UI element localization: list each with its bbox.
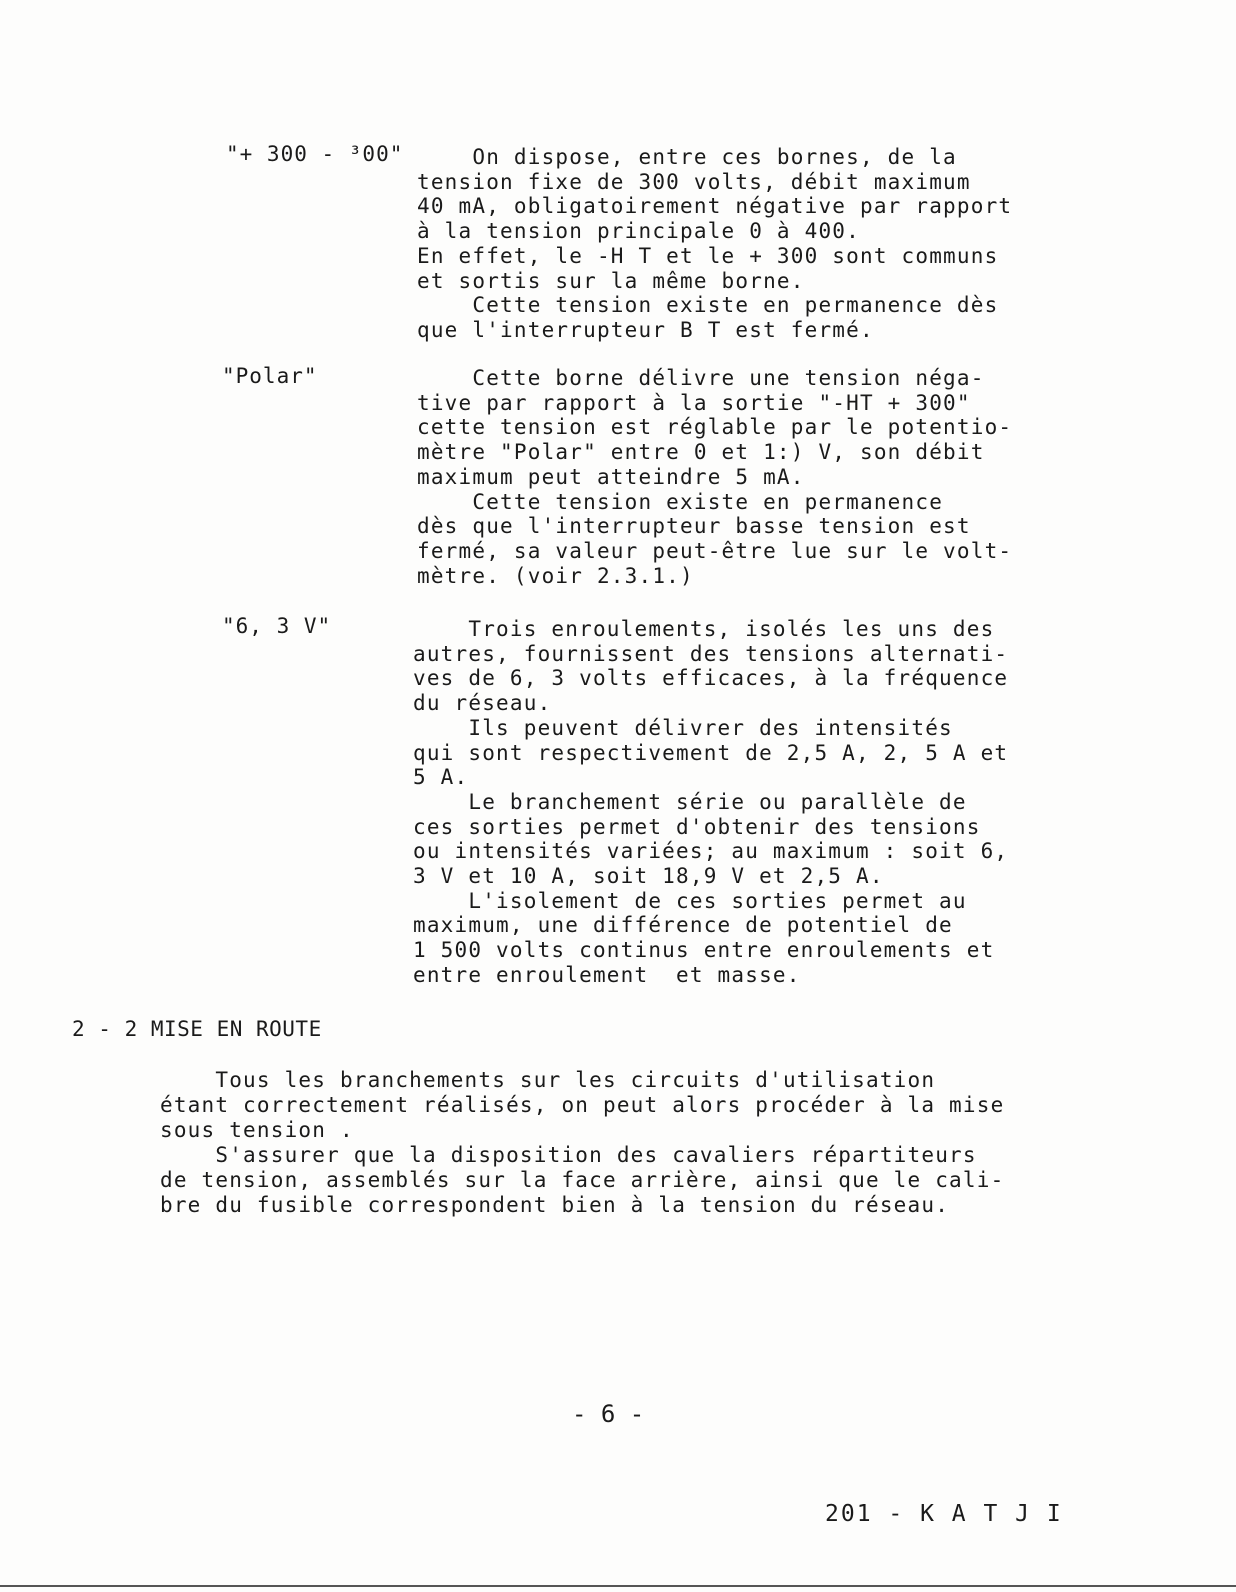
term-plus-300: "+ 300 - ³00"	[226, 142, 404, 166]
text-line: 40 mA, obligatoirement négative par rapport	[417, 194, 1013, 219]
text-line: mètre. (voir 2.3.1.)	[417, 563, 694, 588]
text-line: tive par rapport à la sortie "-HT + 300"	[417, 390, 971, 415]
text-line: ces sorties permet d'obtenir des tensions	[413, 814, 981, 839]
text-line: cette tension est réglable par le potentio-	[417, 415, 1013, 440]
text-line: fermé, sa valeur peut-être lue sur le volt-	[417, 538, 1013, 563]
description-6-3-v	[413, 617, 1073, 988]
text-line: maximum, une différence de potentiel de	[413, 913, 953, 938]
document-reference: 201 - K A T J I	[825, 1501, 1063, 1527]
text-line: Le branchement série ou parallèle de	[413, 789, 967, 814]
text-line: mètre "Polar" entre 0 et 1:) V, son débit	[417, 440, 985, 465]
text-line: ves de 6, 3 volts efficaces, à la fréquence	[413, 666, 1009, 691]
text-line: dès que l'interrupteur basse tension est	[417, 514, 971, 539]
text-line: Cette borne délivre une tension néga-	[417, 366, 985, 390]
text-line: et sortis sur la même borne.	[417, 268, 805, 293]
text-line: qui sont respectivement de 2,5 A, 2, 5 A et	[413, 740, 1009, 765]
text-line: autres, fournissent des tensions alternati-	[413, 641, 1009, 666]
text-line: On dispose, entre ces bornes, de la	[417, 145, 957, 169]
description-polar	[417, 366, 1077, 588]
text-line: que l'interrupteur B T est fermé.	[417, 317, 874, 342]
text-line: Ils peuvent délivrer des intensités	[413, 715, 953, 740]
text-line: à la tension principale 0 à 400.	[417, 219, 860, 244]
text-line: S'assurer que la disposition des cavaliers répartiteurs	[160, 1143, 977, 1167]
text-line: du réseau.	[413, 691, 552, 716]
text-line: de tension, assemblés sur la face arrière, ainsi que le cali-	[160, 1168, 1005, 1192]
page-number: - 6 -	[572, 1400, 645, 1428]
body-paragraph	[160, 1068, 1080, 1218]
term-6-3-v: "6, 3 V"	[222, 614, 332, 638]
text-line: entre enroulement et masse.	[413, 962, 801, 987]
text-line: Cette tension existe en permanence	[417, 489, 944, 514]
text-line: tension fixe de 300 volts, débit maximum	[417, 169, 971, 194]
text-line: En effet, le -H T et le + 300 sont communs	[417, 243, 999, 268]
term-polar: "Polar"	[222, 364, 318, 388]
text-line: Trois enroulements, isolés les uns des	[413, 617, 995, 641]
text-line: 3 V et 10 A, soit 18,9 V et 2,5 A.	[413, 864, 884, 889]
text-line: ou intensités variées; au maximum : soit 6,	[413, 839, 1009, 864]
text-line: maximum peut atteindre 5 mA.	[417, 464, 805, 489]
text-line: bre du fusible correspondent bien à la tension du réseau.	[160, 1193, 950, 1217]
section-heading: 2 - 2 MISE EN ROUTE	[72, 1017, 322, 1041]
text-line: 5 A.	[413, 765, 469, 790]
text-line: sous tension .	[160, 1118, 354, 1142]
text-line: Cette tension existe en permanence dès	[417, 293, 999, 318]
text-line: 1 500 volts continus entre enroulements et	[413, 938, 995, 963]
text-line: Tous les branchements sur les circuits d'utilisation	[160, 1068, 936, 1092]
text-line: étant correctement réalisés, on peut alors procéder à la mise	[160, 1093, 1005, 1117]
description-plus-300	[417, 145, 1077, 343]
text-line: L'isolement de ces sorties permet au	[413, 888, 967, 913]
bottom-rule	[0, 1585, 1236, 1587]
